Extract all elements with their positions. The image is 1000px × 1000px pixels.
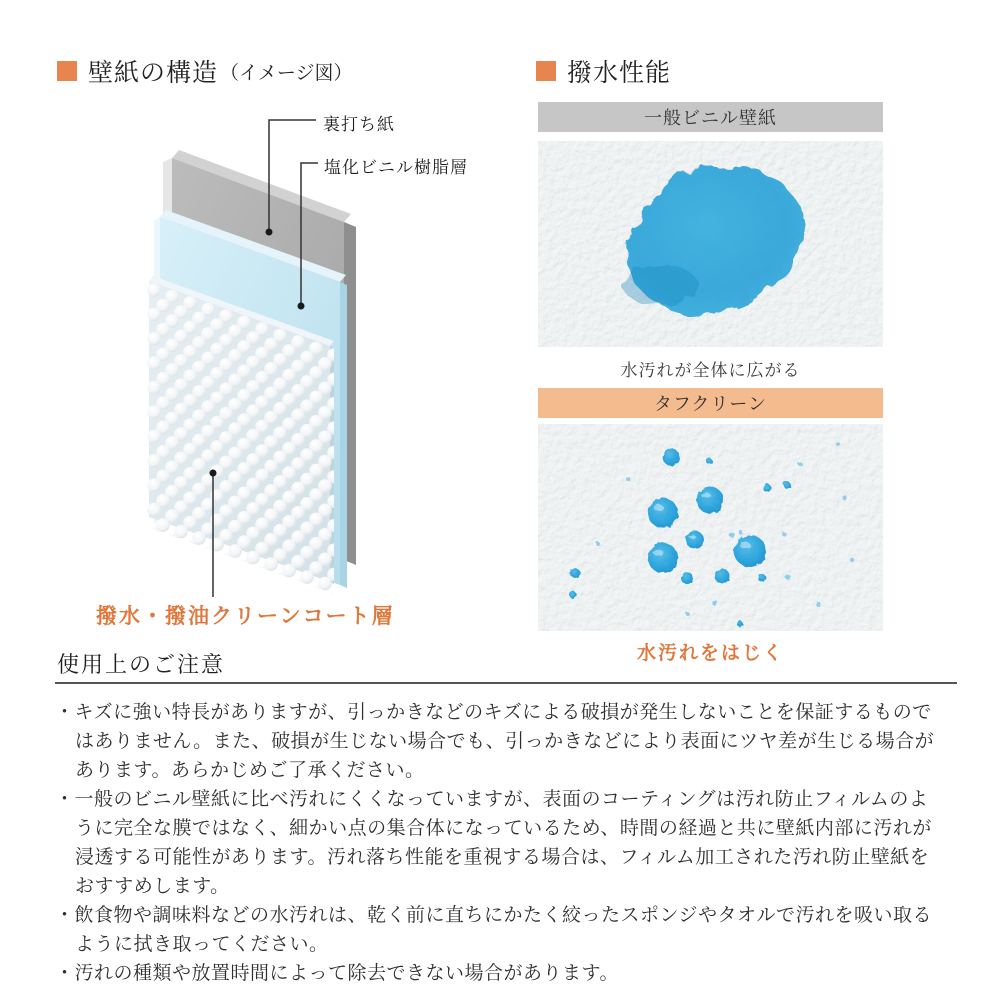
- label-clean-coat: 撥水・撥油クリーンコート層: [96, 605, 395, 628]
- notes-divider: [55, 682, 957, 684]
- note-item: ・飲食物や調味料などの水汚れは、乾く前に直ちにかたく絞ったスポンジやタオルで汚れを吸い取るように拭き取ってください。: [55, 905, 933, 955]
- photo-water-spreading: [538, 141, 883, 347]
- panel2-header: タフクリーン: [538, 388, 883, 418]
- note-item: ・キズに強い特長がありますが、引っかきなどのキズによる破損が発生しないことを保証するものではありません。また、破損が生じない場合でも、引っかきなどにより表面にツヤ差が生じる場合があります。あらかじめご了承ください。: [55, 702, 935, 781]
- orange-square-icon: [536, 61, 556, 81]
- note-item: ・一般のビニル壁紙に比べ汚れにくくなっていますが、表面のコーティングは汚れ防止フィルムのように完全な膜ではなく、細かい点の集合体になっているため、時間の経過と共に壁紙内部に汚れが浸透する可能性があります。汚れ落ち性能を重視する場合は、フィルム加工された汚れ防止壁紙をおすすめします。: [55, 789, 932, 897]
- repellency-title-text: 撥水性能: [567, 59, 672, 87]
- structure-title-suffix: （イメージ図）: [220, 62, 353, 84]
- note-item: ・汚れの種類や放置時間によって除去できない場合があります。: [55, 963, 619, 984]
- repellency-section-title: [536, 53, 671, 89]
- panel1-header: 一般ビニル壁紙: [538, 102, 883, 132]
- label-backing-paper: 裏打ち紙: [323, 115, 395, 134]
- photo-water-beading: [538, 424, 883, 631]
- notes-list: [55, 698, 947, 988]
- notes-title: 使用上のご注意: [57, 652, 226, 677]
- panel1-caption: 水汚れが全体に広がる: [620, 361, 801, 380]
- structure-title-text: 壁紙の構造: [88, 59, 219, 87]
- panel2-caption: 水汚れをはじく: [636, 643, 784, 664]
- label-vinyl-resin: 塩化ビニル樹脂層: [324, 158, 468, 177]
- orange-square-icon: [57, 61, 77, 81]
- structure-section-title: [57, 53, 352, 89]
